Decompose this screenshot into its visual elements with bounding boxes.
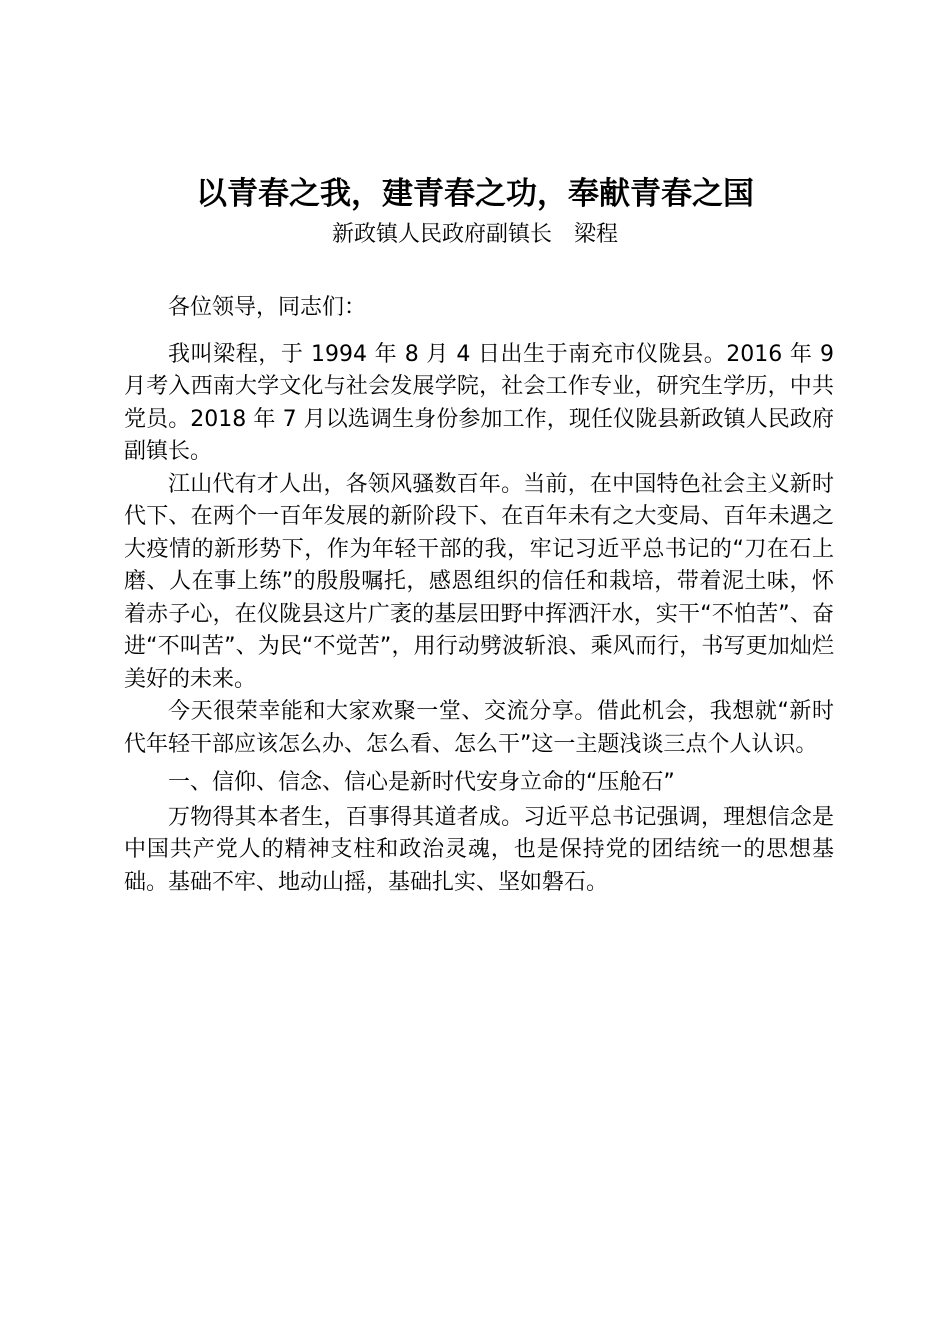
paragraph-topic: 今天很荣幸能和大家欢聚一堂、交流分享。借此机会，我想就“新时代年轻干部应该怎么办、怎么看、怎么干”这一主题浅谈三点个人认识。: [124, 699, 834, 757]
author-line: 新政镇人民政府副镇长 梁程: [331, 222, 618, 247]
greeting: 各位领导，同志们：: [168, 295, 367, 320]
section-paragraph: 万物得其本者生，百事得其道者成。习近平总书记强调，理想信念是中国共产党人的精神支柱和政治灵魂，也是保持党的团结统一的思想基础。基础不牢、地动山摇，基础扎实、坚如磐石。: [124, 804, 834, 895]
paragraph-introduction: 我叫梁程，于 1994 年 8 月 4 日出生于南充市仪陇县。2016 年 9 月考入西南大学文化与社会发展学院，社会工作专业，研究生学历，中共党员。2018 年 7 月以选调生身份参加工作，现任仪陇县新政镇人民政府副镇长。: [124, 341, 834, 464]
paragraph-context: 江山代有才人出，各领风骚数百年。当前，在中国特色社会主义新时代下、在两个一百年发展的新阶段下、在百年未有之大变局、百年未遇之大疫情的新形势下，作为年轻干部的我，牢记习近平总书记的“刀在石上磨、人在事上练”的殷殷嘱托，感恩组织的信任和栽培，带着泥土味，怀着赤子心，在仪陇县这片广袤的基层田野中挥洒汗水，实干“不怕苦”、奋进“不叫苦”、为民“不觉苦”，用行动劈波斩浪、乘风而行，书写更加灿烂美好的未来。: [124, 471, 834, 692]
document-title: 以青春之我，建青春之功，奉献青春之国: [196, 176, 754, 212]
section-heading: 一、信仰、信念、信心是新时代安身立命的“压舱石”: [168, 770, 675, 795]
document-body: [124, 292, 834, 899]
